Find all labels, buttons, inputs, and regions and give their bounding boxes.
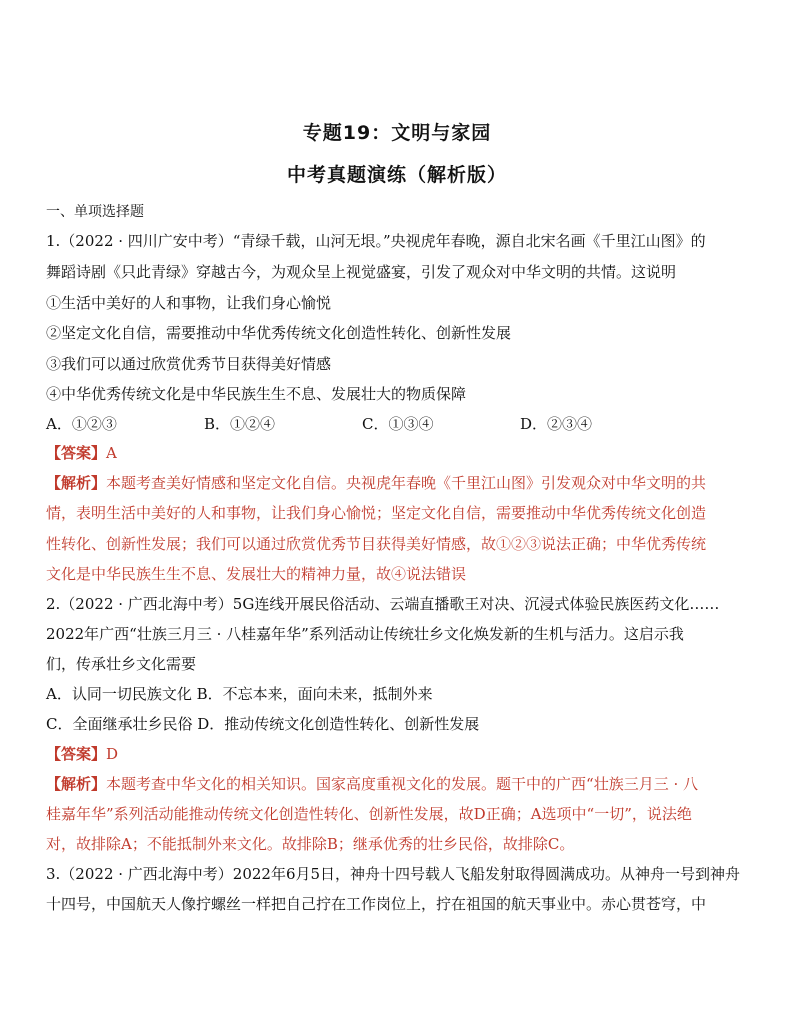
q2-analysis-line-3: 对，故排除A；不能抵制外来文化。故排除B；继承优秀的壮乡民俗，故排除C。 bbox=[46, 835, 575, 853]
q2-analysis-line-1 bbox=[46, 774, 698, 794]
analysis-text: 本题考查中华文化的相关知识。国家高度重视文化的发展。题干中的广西“壮族三月三 · 八 bbox=[106, 775, 698, 793]
q2-stem-line-3: 们，传承壮乡文化需要 bbox=[46, 655, 197, 673]
document-subtitle: 中考真题演练（解析版） bbox=[286, 164, 507, 186]
answer-tag: 【答案】 bbox=[46, 745, 107, 763]
q2-stem-line-1: 2.（2022 · 广西北海中考）5G连线开展民俗活动、云端直播歌王对决、沉浸式体验民族医药文化…… bbox=[46, 595, 720, 613]
q1-option-c: C．①③④ bbox=[362, 415, 434, 433]
q1-option-b: B．①②④ bbox=[204, 415, 276, 433]
q1-analysis-line-1 bbox=[46, 473, 706, 493]
analysis-tag: 【解析】 bbox=[46, 474, 107, 492]
q1-option-a: A．①②③ bbox=[46, 415, 117, 433]
document-title: 专题19：文明与家园 bbox=[302, 122, 492, 144]
q1-item-4: ④中华优秀传统文化是中华民族生生不息、发展壮大的物质保障 bbox=[46, 385, 467, 403]
q1-item-3: ③我们可以通过欣赏优秀节目获得美好情感 bbox=[46, 355, 332, 373]
q3-stem-line-2: 十四号，中国航天人像拧螺丝一样把自己拧在工作岗位上，拧在祖国的航天事业中。赤心贯苍穹，中 bbox=[46, 895, 707, 913]
q2-answer bbox=[46, 744, 118, 764]
analysis-text: 本题考查美好情感和坚定文化自信。央视虎年春晚《千里江山图》引发观众对中华文明的共 bbox=[106, 474, 707, 492]
q1-analysis-line-3: 性转化、创新性发展；我们可以通过欣赏优秀节目获得美好情感，故①②③说法正确；中华优秀传统 bbox=[46, 535, 707, 553]
q1-item-1: ①生活中美好的人和事物，让我们身心愉悦 bbox=[46, 294, 332, 312]
q1-stem-line-1: 1.（2022 · 四川广安中考）“青绿千载，山河无垠。”央视虎年春晚，源自北宋名画《千里江山图》的 bbox=[46, 232, 706, 250]
q2-stem-line-2: 2022年广西“壮族三月三 · 八桂嘉年华”系列活动让传统壮乡文化焕发新的生机与活力。这启示我 bbox=[46, 625, 684, 643]
q3-stem-line-1: 3.（2022 · 广西北海中考）2022年6月5日，神舟十四号载人飞船发射取得圆满成功。从神舟一号到神舟 bbox=[46, 865, 741, 883]
q1-item-2: ②坚定文化自信，需要推动中华优秀传统文化创造性转化、创新性发展 bbox=[46, 324, 512, 342]
section-heading: 一、单项选择题 bbox=[46, 204, 144, 220]
q1-stem-line-2: 舞蹈诗剧《只此青绿》穿越古今，为观众呈上视觉盛宴，引发了观众对中华文明的共情。这说明 bbox=[46, 263, 677, 281]
answer-tag: 【答案】 bbox=[46, 444, 107, 462]
q1-option-d: D．②③④ bbox=[520, 415, 593, 433]
answer-value: D bbox=[106, 745, 119, 763]
analysis-tag: 【解析】 bbox=[46, 775, 107, 793]
q2-analysis-line-2: 桂嘉年华”系列活动能推动传统文化创造性转化、创新性发展，故D正确；A选项中“一切”，说法绝 bbox=[46, 805, 692, 823]
q1-answer bbox=[46, 443, 117, 463]
q2-options-line-2: C．全面继承壮乡民俗 D．推动传统文化创造性转化、创新性发展 bbox=[46, 715, 480, 733]
q1-analysis-line-4: 文化是中华民族生生不息、发展壮大的精神力量，故④说法错误 bbox=[46, 565, 467, 583]
answer-value: A bbox=[106, 444, 117, 462]
q2-options-line-1: A．认同一切民族文化 B．不忘本来，面向未来，抵制外来 bbox=[46, 685, 433, 703]
q1-analysis-line-2: 情，表明生活中美好的人和事物，让我们身心愉悦；坚定文化自信，需要推动中华优秀传统文化创造 bbox=[46, 504, 707, 522]
